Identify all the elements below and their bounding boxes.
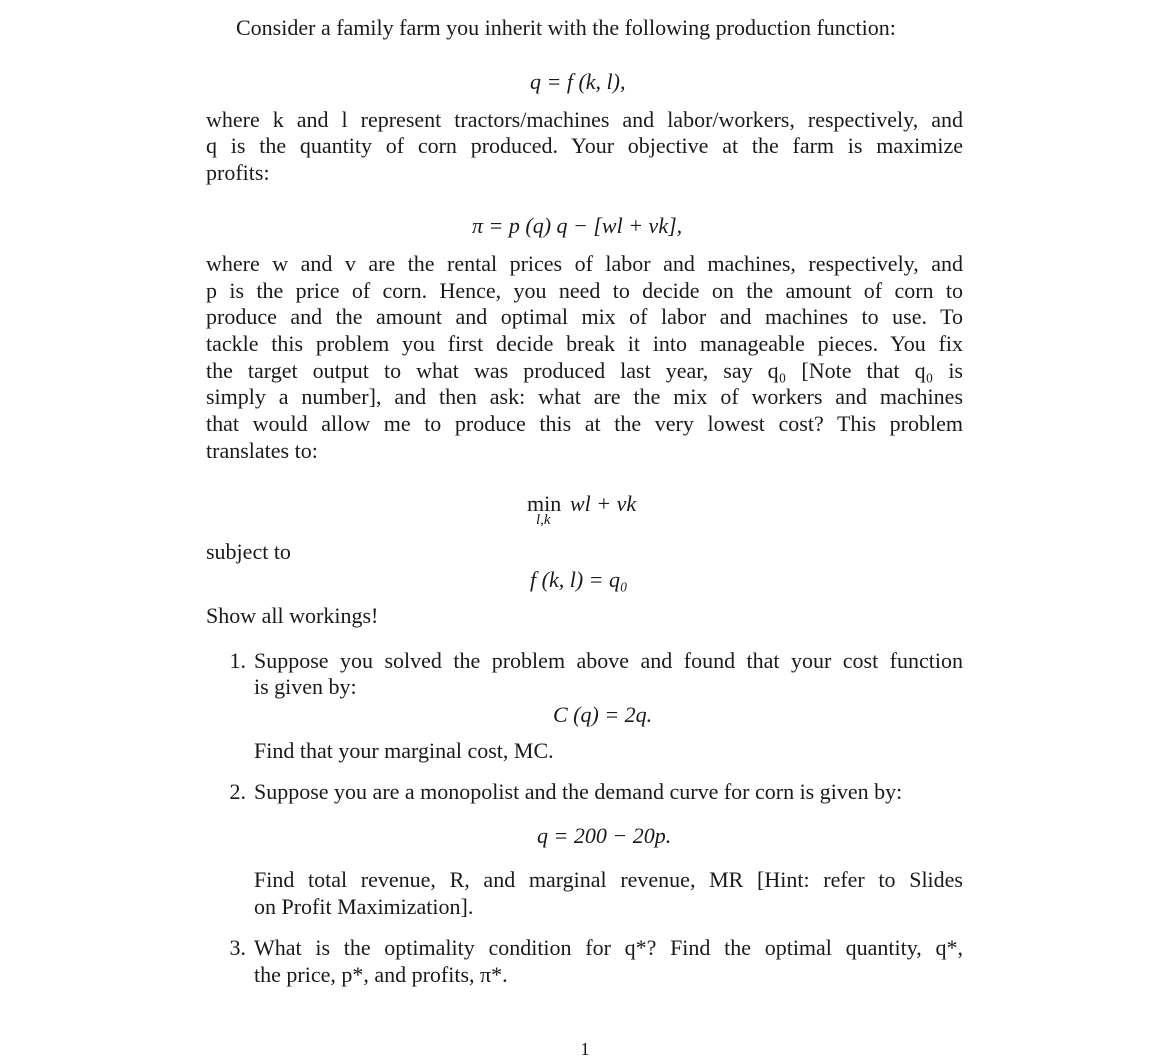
paragraph-line: simply a number], and then ask: what are the mix of workers and machines <box>206 384 963 409</box>
demand-curve-equation: q = 200 − 20p. <box>537 823 672 848</box>
paragraph-line: p is the price of corn. Hence, you need to decide on the amount of corn to <box>206 278 963 303</box>
production-function-equation: q = f (k, l), <box>530 69 626 94</box>
paragraph-line: tackle this problem you first decide break it into manageable pieces. You fix <box>206 331 963 356</box>
item-line: What is the optimality condition for q*? Find the optimal quantity, q*, <box>254 935 963 960</box>
item-line: on Profit Maximization]. <box>254 894 474 919</box>
paragraph-line: translates to: <box>206 438 318 463</box>
paragraph-line: q is the quantity of corn produced. Your objective at the farm is maximize <box>206 133 963 158</box>
min-operator: min <box>527 491 562 516</box>
cost-function-equation: C (q) = 2q. <box>553 702 653 727</box>
item-line: Find total revenue, R, and marginal revenue, MR [Hint: refer to Slides <box>254 867 963 892</box>
paragraph-line: where k and l represent tractors/machines and labor/workers, respectively, and <box>206 107 963 132</box>
item-line: is given by: <box>254 674 357 699</box>
item-line: Find that your marginal cost, MC. <box>254 738 554 763</box>
item-line: Suppose you are a monopolist and the demand curve for corn is given by: <box>254 779 903 804</box>
item-line: Suppose you solved the problem above and found that your cost function <box>254 648 963 673</box>
paragraph-line: the target output to what was produced last year, say q₀ [Note that q₀ is <box>206 358 963 383</box>
item-number: 1. <box>229 648 246 673</box>
show-all-workings: Show all workings! <box>206 603 379 628</box>
paragraph-line: profits: <box>206 160 270 185</box>
item-line: the price, p*, and profits, π*. <box>254 962 508 987</box>
min-subscript: l,k <box>536 512 551 528</box>
min-objective: wl + vk <box>570 491 637 516</box>
paragraph-line: that would allow me to produce this at the very lowest cost? This problem <box>206 411 963 436</box>
item-number: 3. <box>229 935 246 960</box>
intro-line: Consider a family farm you inherit with the following production function: <box>236 15 896 40</box>
item-number: 2. <box>229 779 246 804</box>
profit-equation: π = p (q) q − [wl + vk], <box>472 213 683 238</box>
paragraph-line: produce and the amount and optimal mix of labor and machines to use. To <box>206 304 963 329</box>
page-number: 1 <box>580 1039 590 1059</box>
subject-to-label: subject to <box>206 539 291 564</box>
paragraph-line: where w and v are the rental prices of labor and machines, respectively, and <box>206 251 963 276</box>
constraint-equation: f (k, l) = q₀ <box>530 567 628 592</box>
